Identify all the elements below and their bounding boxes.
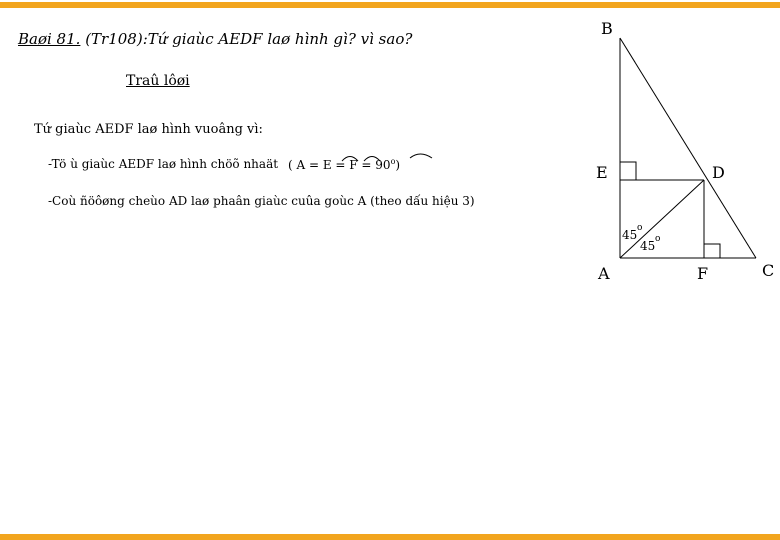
point-e-label: E bbox=[596, 163, 608, 182]
angle-1-value: 45 bbox=[622, 228, 638, 242]
angle-hat-a bbox=[342, 157, 358, 162]
condition-text: ( A = E = F = 90 bbox=[288, 158, 391, 172]
angle-hat-e bbox=[364, 157, 380, 162]
point-f-label: F bbox=[697, 264, 709, 283]
condition-close: ) bbox=[395, 158, 401, 172]
angle-2-degree: o bbox=[655, 234, 661, 244]
answer-line-2: -Tö ù giaùc AEDF laø hình chöõ nhaät bbox=[48, 157, 279, 171]
right-angle-mark-e bbox=[620, 162, 636, 180]
answer-heading: Traû lôøi bbox=[126, 73, 190, 89]
point-c-label: C bbox=[762, 261, 775, 280]
answer-line-1: Tứ giaùc AEDF laø hình vuoâng vì: bbox=[34, 122, 263, 137]
exercise-question: (Tr108):Tứ giaùc AEDF laø hình gì? vì sao? bbox=[80, 30, 413, 48]
angle-2-value: 45 bbox=[640, 239, 656, 253]
condition-degree: o bbox=[390, 157, 396, 166]
right-angle-mark-f bbox=[704, 244, 720, 258]
point-d-label: D bbox=[712, 163, 725, 182]
answer-line-3: -Coù ñöôøng cheùo AD laø phaân giaùc cuûa goùc A (theo dấu hiệu 3) bbox=[48, 194, 475, 208]
angle-1-degree: o bbox=[637, 223, 643, 233]
point-a-label: A bbox=[598, 264, 610, 283]
point-b-label: B bbox=[601, 19, 613, 38]
angle-hat-extra bbox=[410, 154, 432, 158]
exercise-label: Baøi 81. bbox=[18, 30, 81, 48]
diagonal-ad bbox=[620, 180, 704, 258]
bottom-accent-bar bbox=[0, 534, 780, 540]
